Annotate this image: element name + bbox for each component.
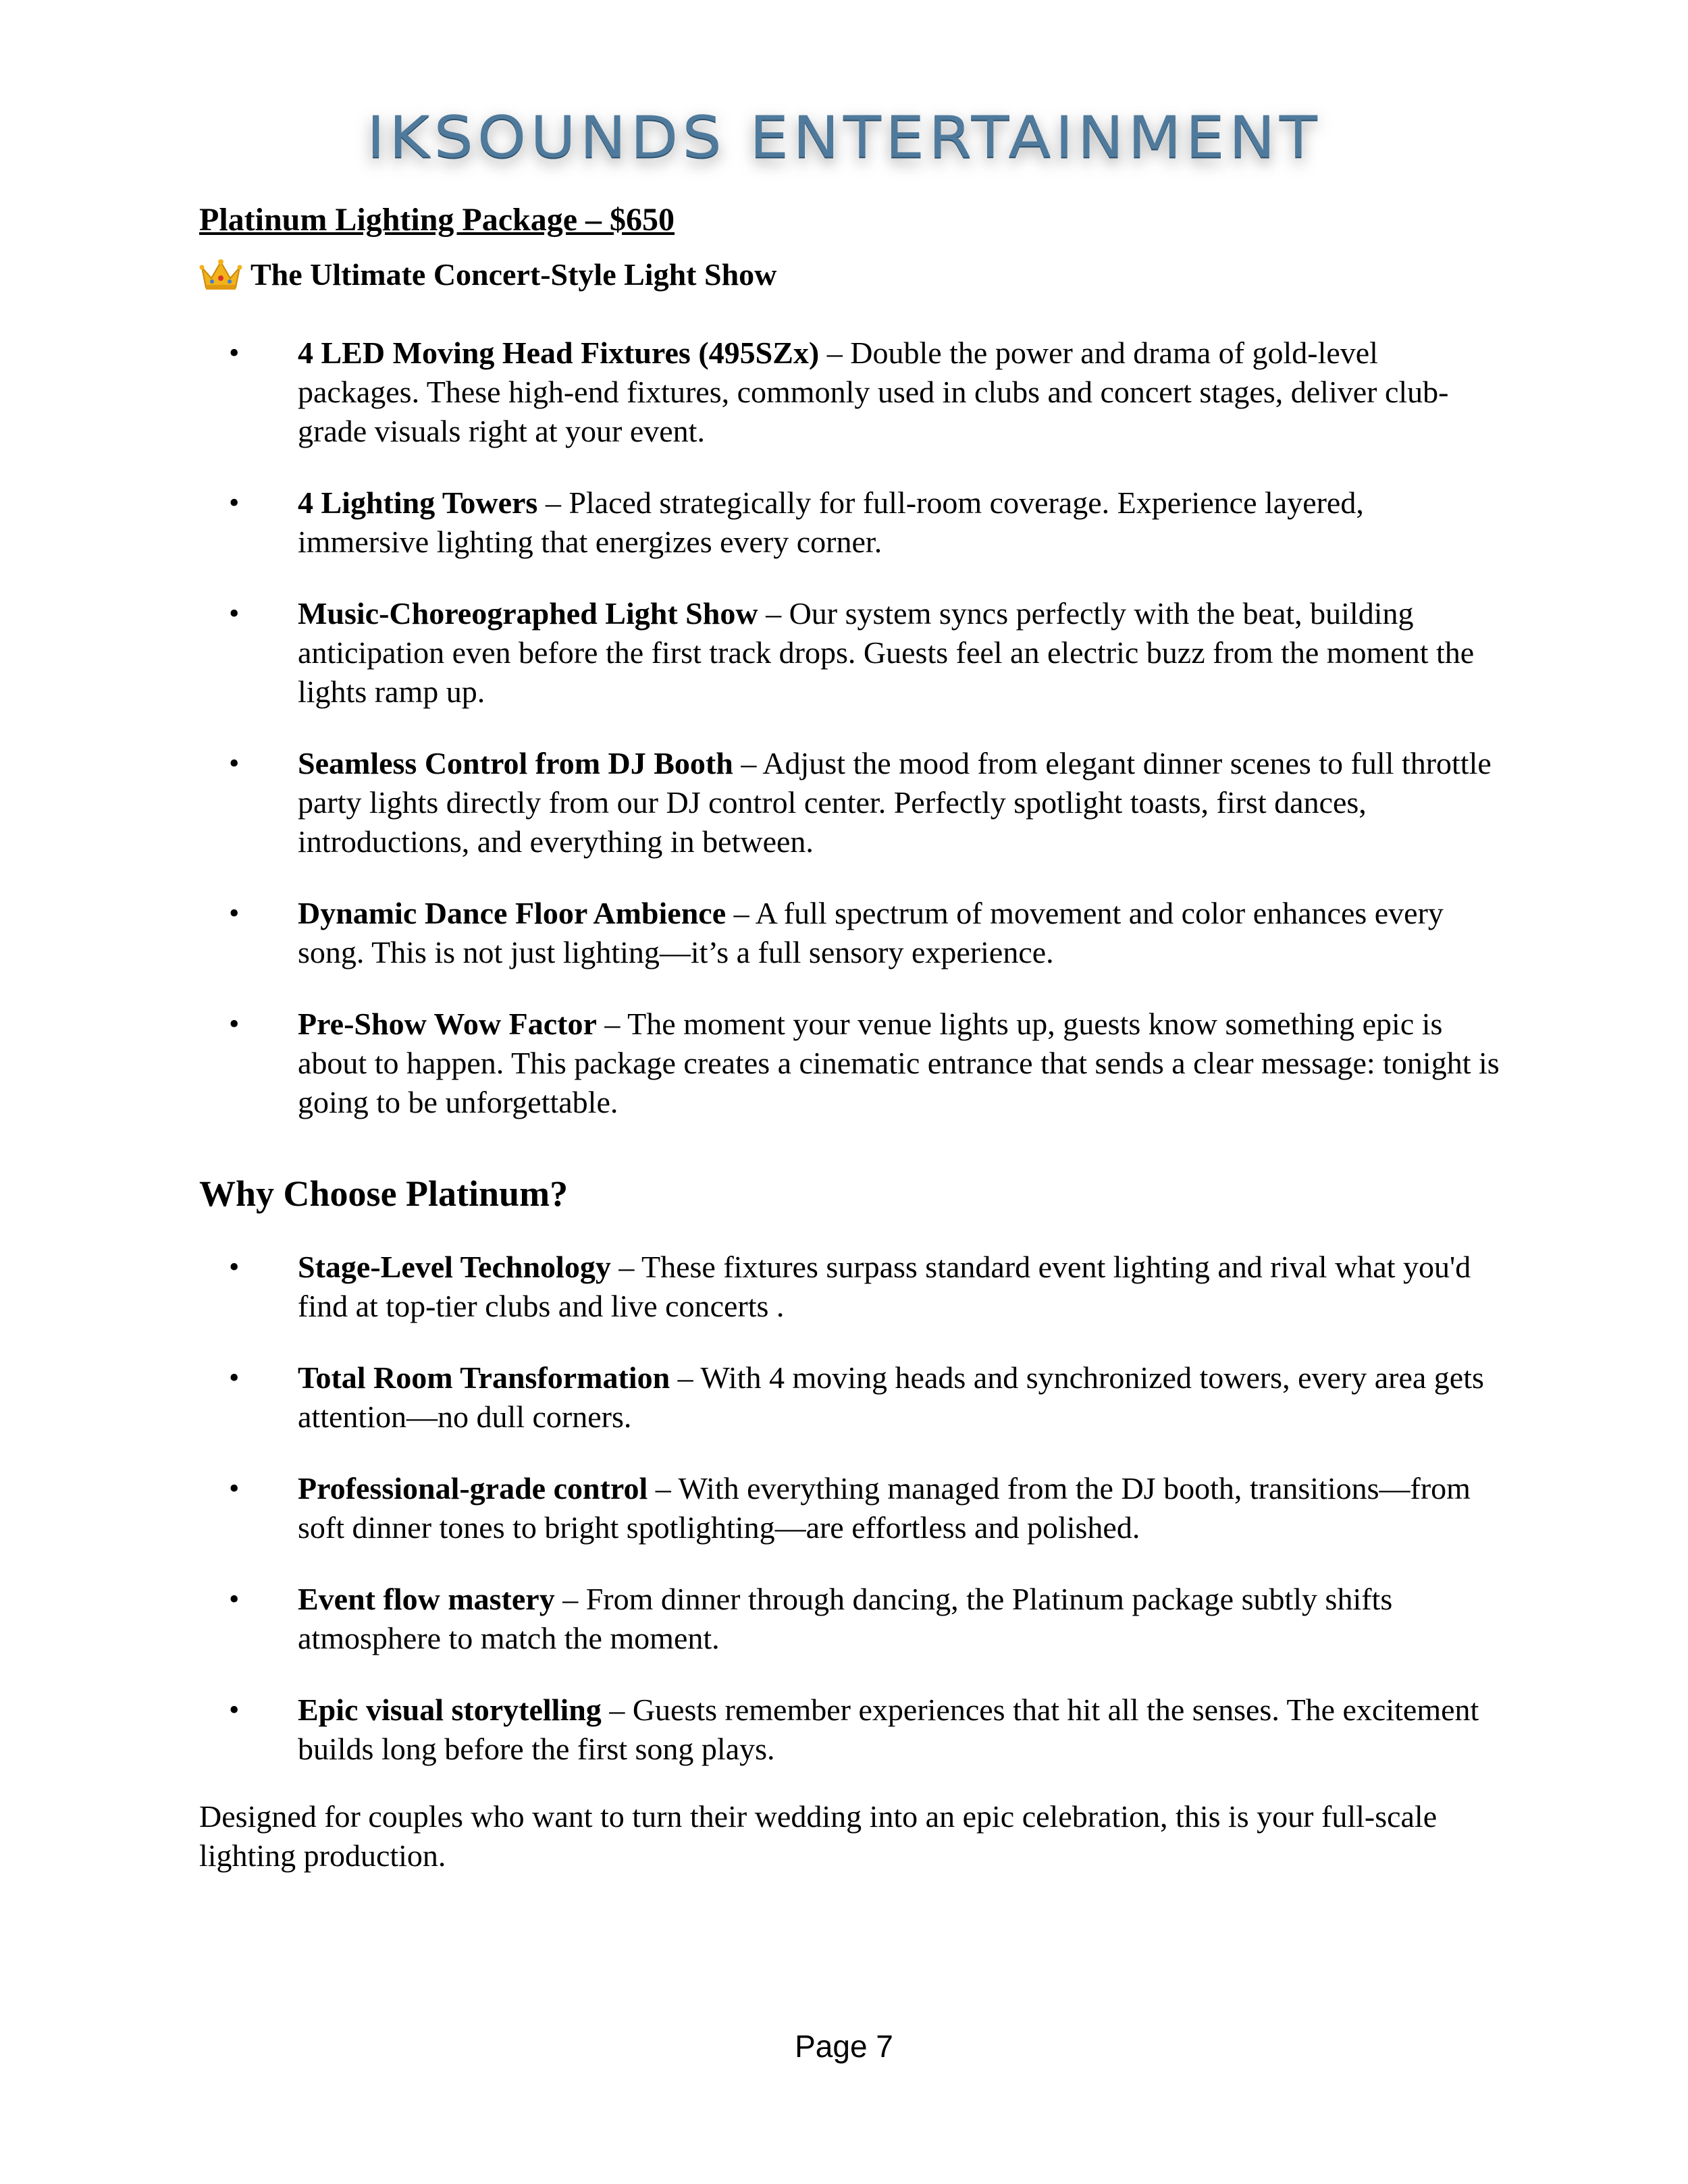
list-item: • Pre-Show Wow Factor – The moment your venue lights up, guests know something epic is about to happen. This package creates a cinematic entrance that sends a clear message: tonight is going to be unforgettable.	[199, 1005, 1502, 1122]
list-item: • Professional-grade control – With everything managed from the DJ booth, transitions—from soft dinner tones to bright spotlighting—are effortless and polished.	[199, 1469, 1502, 1547]
company-logo: IKSOUNDS ENTERTAINMENT	[367, 104, 1321, 171]
document-body	[199, 196, 1502, 1875]
section-title: Why Choose Platinum?	[199, 1173, 569, 1214]
list-item: • Music-Choreographed Light Show – Our system syncs perfectly with the beat, building anticipation even before the first track drops. Guests feel an electric buzz from the moment the lights ramp up.	[199, 594, 1502, 712]
list-item: • Event flow mastery – From dinner through dancing, the Platinum package subtly shifts atmosphere to match the moment.	[199, 1580, 1502, 1658]
list-item: • 4 Lighting Towers – Placed strategically for full-room coverage. Experience layered, immersive lighting that energizes every corner.	[199, 483, 1502, 562]
list-item: • Dynamic Dance Floor Ambience – A full spectrum of movement and color enhances every song. This is not just lighting—it’s a full sensory experience.	[199, 894, 1502, 972]
list-item: • Total Room Transformation – With 4 moving heads and synchronized towers, every area gets attention—no dull corners.	[199, 1358, 1502, 1437]
closing-paragraph: Designed for couples who want to turn their wedding into an epic celebration, this is your full-scale lighting production.	[199, 1799, 1438, 1873]
package-title: Platinum Lighting Package – $650	[199, 202, 675, 238]
crown-icon	[199, 258, 242, 292]
subtitle-text: The Ultimate Concert-Style Light Show	[250, 257, 777, 292]
reasons-list	[199, 1248, 1502, 1769]
list-item: • Seamless Control from DJ Booth – Adjust the mood from elegant dinner scenes to full throttle party lights directly from our DJ control center. Perfectly spotlight toasts, first dances, introductions, and everything in between.	[199, 744, 1502, 861]
features-list	[199, 334, 1502, 1122]
package-subtitle	[199, 244, 1502, 305]
list-item: • Stage-Level Technology – These fixtures surpass standard event lighting and rival what you'd find at top-tier clubs and live concerts .	[199, 1248, 1502, 1326]
list-item: • Epic visual storytelling – Guests remember experiences that hit all the senses. The excitement builds long before the first song plays.	[199, 1690, 1502, 1769]
page-number: Page 7	[795, 2029, 893, 2064]
list-item: • 4 LED Moving Head Fixtures (495SZx) – Double the power and drama of gold-level packages. These high-end fixtures, commonly used in clubs and concert stages, deliver club-grade visuals right at your event.	[199, 334, 1502, 451]
